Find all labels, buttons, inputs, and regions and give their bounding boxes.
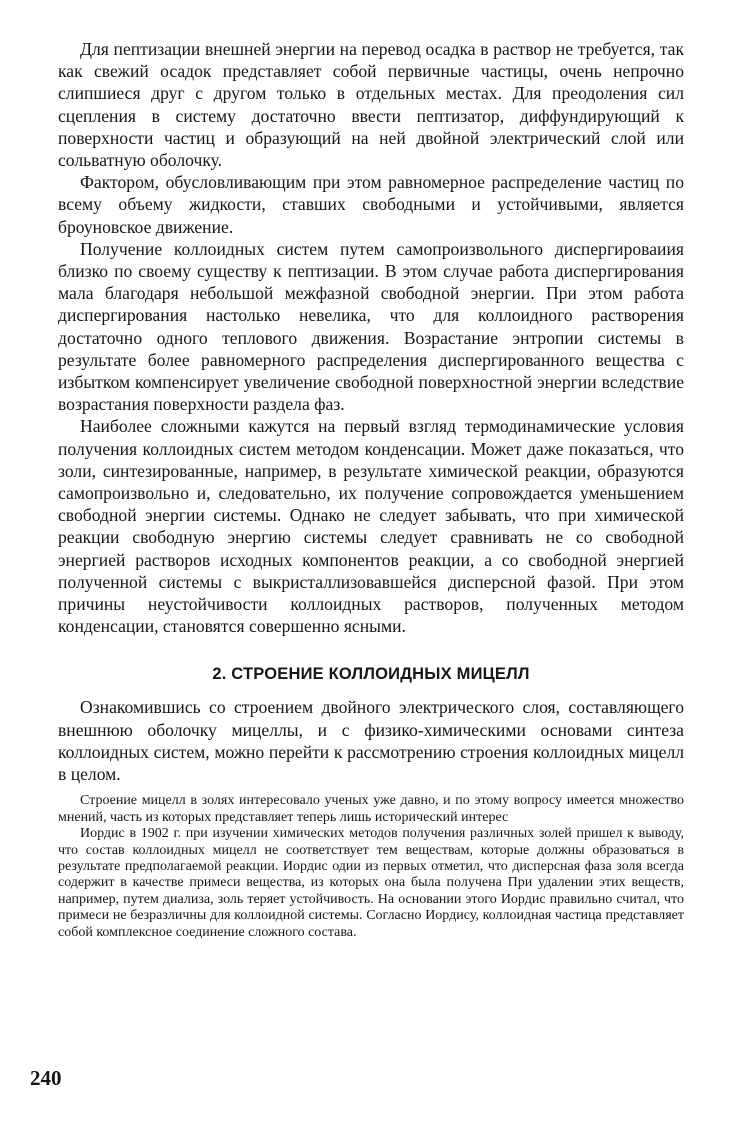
- small-paragraph: Строение мицелл в золях интересовало ученых уже давно, и по этому вопросу имеется множество мнений, часть из которых представляет теперь лишь исторический интерес: [58, 793, 684, 825]
- section-intro-paragraph: Ознакомившись со строением двойного электрического слоя, составляющего внешнюю оболочку мицеллы, и с физико-химическими основами синтеза коллоидных систем, можно перейти к рассмотрению строения коллоидных мицелл в целом.: [58, 697, 684, 785]
- small-paragraph: Иордис в 1902 г. при изучении химических методов получения различных золей пришел к выводу, что состав коллоидных мицелл не соответствует тем веществам, которые должны образоваться в результате предполагаемой реакции. Иордис одии из первых отметил, что дисперсная фаза золя всегда содержит в качестве примеси вещества, из которых она была получена При удалении этих веществ, например, путем диализа, золь теряет устойчивость. На основании этого Иордис правильно считал, что примеси не безразличны для коллоидной системы. Согласно Иордису, коллоидная частица представляет собой комплексное соединение сложного состава.: [58, 826, 684, 940]
- paragraph: Наиболее сложными кажутся на первый взгляд термодинамические условия получения коллоидных систем методом конденсации. Может даже показаться, что золи, синтезированные, например, в результате химической реакции, образуются самопроизвольно и, следовательно, их получение сопровождается уменьшением свободной энергии системы. Однако не следует забывать, что при химической реакции свободную энергию системы следует сравнивать не со свободной энергией растворов исходных компонентов реакции, а со свободной энергией полученной системы с выкристаллизовавшейся дисперсной фазой. При этом причины неустойчивости коллоидных растворов, полученных методом конденсации, становятся совершенно ясными.: [58, 416, 684, 637]
- paragraph: Получение коллоидных систем путем самопроизвольного диспергироваиия близко по своему существу к пептизации. В этом случае работа диспергирования мала благодаря небольшой межфазной свободной энергии. При этом работа диспергирования настолько невелика, что для коллоидного растворения достаточно одного теплового движения. Возрастание энтропии системы в результате более равномерного распределения диспергированного вещества с избытком компенсирует увеличение свободной поверхностной энергии вследствие возрастания поверхности раздела фаз.: [58, 238, 684, 415]
- page-content: [58, 38, 684, 941]
- paragraph: Для пептизации внешней энергии на перевод осадка в раствор не требуется, так как свежий осадок представляет собой первичные частицы, очень непрочно слипшиеся друг с другом только в отдельных местах. Для преодоления сил сцепления в систему достаточно ввести пептизатор, диффундирующий к поверхности частиц и образующий на ней двойной электрический слой или сольватную оболочку.: [58, 39, 684, 171]
- paragraph: Фактором, обусловливающим при этом равномерное распределение частиц по всему объему жидкости, ставших свободными и устойчивыми, является броуновское движение.: [58, 172, 684, 237]
- page-number: 240: [30, 1066, 62, 1090]
- section-body: [58, 696, 684, 785]
- section-heading: 2. СТРОЕНИЕ КОЛЛОИДНЫХ МИЦЕЛЛ: [212, 665, 530, 684]
- main-text: [58, 38, 684, 637]
- small-print-text: [58, 793, 684, 941]
